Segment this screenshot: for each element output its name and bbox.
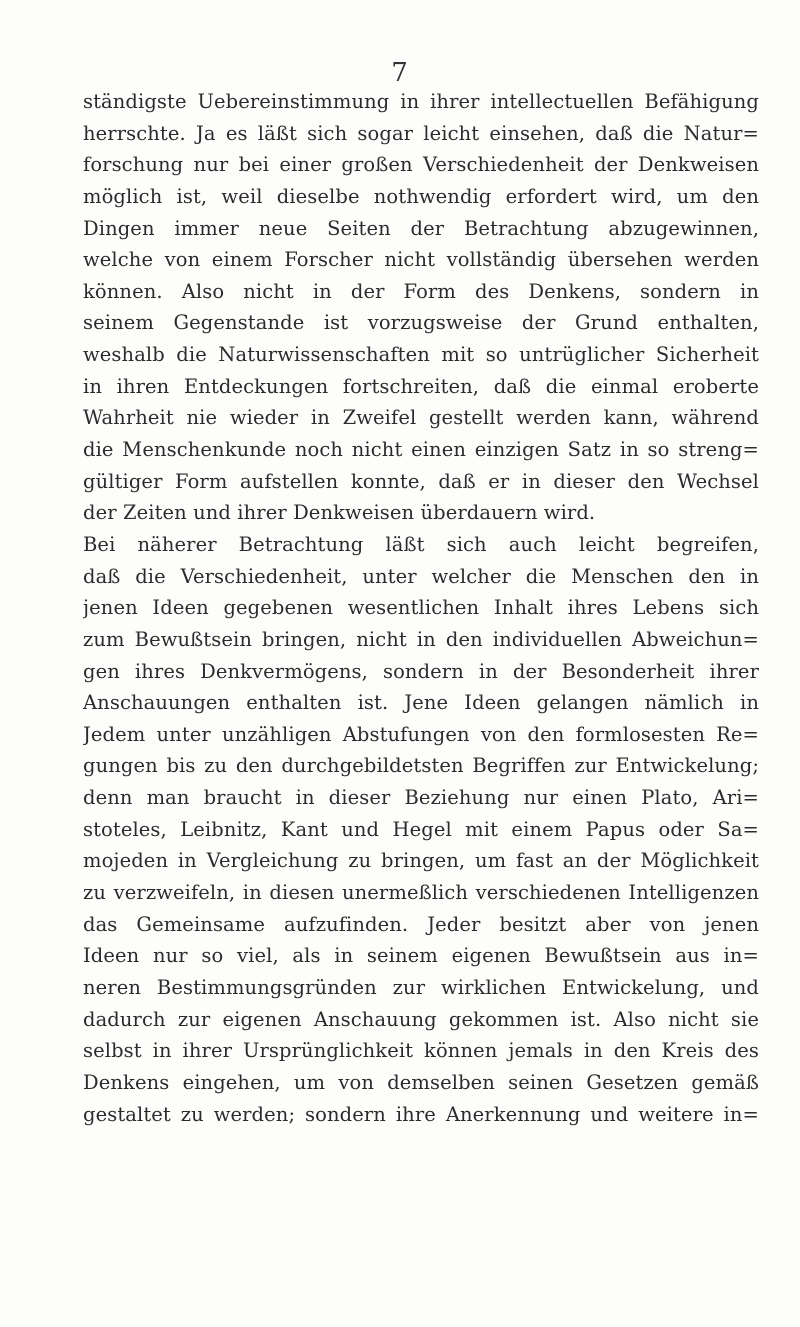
body-text (83, 86, 759, 1130)
text-line: zum Bewußtsein bringen, nicht in den individuellen Abweichun= (83, 627, 759, 651)
text-line: selbst in ihrer Ursprünglichkeit können jemals in den Kreis des (83, 1039, 759, 1063)
text-line: Anschauungen enthalten ist. Jene Ideen gelangen nämlich in (83, 691, 759, 715)
text-line: die Menschenkunde noch nicht einen einzigen Satz in so streng= (83, 438, 759, 462)
text-line: mojeden in Vergleichung zu bringen, um fast an der Möglichkeit (83, 849, 759, 873)
text-line: welche von einem Forscher nicht vollständig übersehen werden (83, 248, 759, 272)
text-line: seinem Gegenstande ist vorzugsweise der Grund enthalten, (83, 311, 759, 335)
text-line: ständigste Uebereinstimmung in ihrer intellectuellen Befähigung (83, 90, 759, 113)
text-line: gungen bis zu den durchgebildetsten Begriffen zur Entwickelung; (83, 754, 759, 778)
text-line: können. Also nicht in der Form des Denkens, sondern in (83, 279, 759, 303)
text-line: Denkens eingehen, um von demselben seinen Gesetzen gemäß (83, 1070, 759, 1094)
text-line: herrschte. Ja es läßt sich sogar leicht einsehen, daß die Natur= (83, 121, 759, 145)
text-line: Ideen nur so viel, als in seinem eigenen Bewußtsein aus in= (83, 944, 759, 968)
text-line: das Gemeinsame aufzufinden. Jeder besitzt aber von jenen (83, 912, 759, 936)
text-line: Wahrheit nie wieder in Zweifel gestellt werden kann, während (83, 406, 759, 430)
text-line: daß die Verschiedenheit, unter welcher die Menschen den in (83, 564, 759, 588)
text-line: gültiger Form aufstellen konnte, daß er in dieser den Wechsel (83, 469, 759, 493)
paragraph-end-line: der Zeiten und ihrer Denkweisen überdauern wird. (83, 501, 596, 525)
text-line: stoteles, Leibnitz, Kant und Hegel mit einem Papus oder Sa= (83, 817, 759, 841)
text-line: neren Bestimmungsgründen zur wirklichen Entwickelung, und (83, 975, 759, 999)
text-line: zu verzweifeln, in diesen unermeßlich verschiedenen Intelligenzen (83, 881, 759, 905)
text-line: denn man braucht in dieser Beziehung nur einen Plato, Ari= (83, 786, 759, 810)
text-line: möglich ist, weil dieselbe nothwendig erfordert wird, um den (83, 184, 759, 208)
text-line: Jedem unter unzähligen Abstufungen von den formlosesten Re= (83, 722, 759, 746)
text-line: gestaltet zu werden; sondern ihre Anerkennung und weitere in= (83, 1102, 759, 1126)
page-number: 7 (391, 58, 409, 88)
text-line: Bei näherer Betrachtung läßt sich auch leicht begreifen, (83, 532, 759, 556)
text-line: Dingen immer neue Seiten der Betrachtung abzugewinnen, (83, 216, 759, 240)
text-line: forschung nur bei einer großen Verschiedenheit der Denkweisen (83, 153, 759, 177)
text-line: dadurch zur eigenen Anschauung gekommen ist. Also nicht sie (83, 1007, 759, 1031)
text-line: gen ihres Denkvermögens, sondern in der Besonderheit ihrer (83, 659, 759, 683)
text-line: jenen Ideen gegebenen wesentlichen Inhalt ihres Lebens sich (83, 596, 759, 620)
text-line: in ihren Entdeckungen fortschreiten, daß die einmal eroberte (83, 374, 759, 398)
text-line: weshalb die Naturwissenschaften mit so untrüglicher Sicherheit (83, 343, 759, 367)
